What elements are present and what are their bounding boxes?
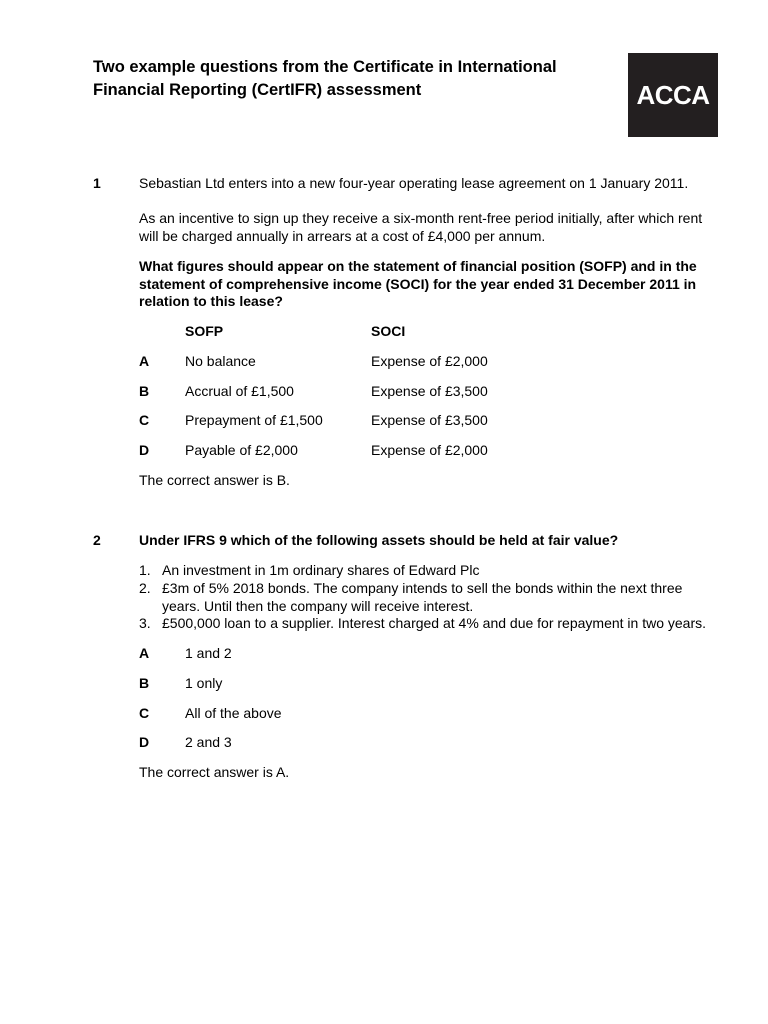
option-letter: B — [139, 383, 150, 399]
option-text: 1 and 2 — [185, 645, 232, 661]
option-sofp: Payable of £2,000 — [185, 442, 298, 458]
option-letter: A — [139, 645, 150, 661]
question-1-detail: As an incentive to sign up they receive a six-month rent-free period initially, after which rent will be charged annually in arrears at a cost of £4,000 per annum. — [139, 210, 703, 244]
question-2-number: 2 — [93, 532, 101, 548]
option-letter: A — [139, 353, 150, 369]
sofp-header: SOFP — [185, 323, 224, 339]
option-soci: Expense of £2,000 — [371, 442, 488, 458]
question-1-answer: The correct answer is B. — [139, 472, 290, 488]
option-soci: Expense of £3,500 — [371, 383, 488, 399]
question-1-prompt: What figures should appear on the statement of financial position (SOFP) and in the statement of comprehensive income (SOCI) for the year ended 31 December 2011 in relation to this lease? — [139, 258, 697, 309]
question-2-prompt: Under IFRS 9 which of the following assets should be held at fair value? — [139, 532, 619, 548]
question-2-answer: The correct answer is A. — [139, 764, 290, 780]
option-letter: C — [139, 412, 150, 428]
list-item-text: £3m of 5% 2018 bonds. The company intends to sell the bonds within the next three years. Until then the company will receive interest. — [162, 580, 683, 614]
option-sofp: Prepayment of £1,500 — [185, 412, 323, 428]
option-letter: B — [139, 675, 150, 691]
list-item-text: £500,000 loan to a supplier. Interest charged at 4% and due for repayment in two years. — [162, 615, 707, 631]
option-soci: Expense of £2,000 — [371, 353, 488, 369]
list-item-number: 1. — [139, 562, 151, 578]
list-item-number: 3. — [139, 615, 151, 631]
option-letter: D — [139, 734, 150, 750]
option-sofp: Accrual of £1,500 — [185, 383, 294, 399]
option-text: All of the above — [185, 705, 282, 721]
question-1-intro: Sebastian Ltd enters into a new four-year operating lease agreement on 1 January 2011. — [139, 175, 689, 191]
option-text: 1 only — [185, 675, 223, 691]
soci-header: SOCI — [371, 323, 406, 339]
question-1-number: 1 — [93, 175, 101, 191]
option-sofp: No balance — [185, 353, 256, 369]
option-letter: C — [139, 705, 150, 721]
list-item-text: An investment in 1m ordinary shares of Edward Plc — [162, 562, 480, 578]
option-letter: D — [139, 442, 150, 458]
list-item-number: 2. — [139, 580, 151, 596]
acca-logo: ACCA — [628, 53, 718, 137]
option-text: 2 and 3 — [185, 734, 232, 750]
option-soci: Expense of £3,500 — [371, 412, 488, 428]
page-title: Two example questions from the Certificate in International Financial Reporting (CertIFR) assessment — [93, 58, 557, 99]
